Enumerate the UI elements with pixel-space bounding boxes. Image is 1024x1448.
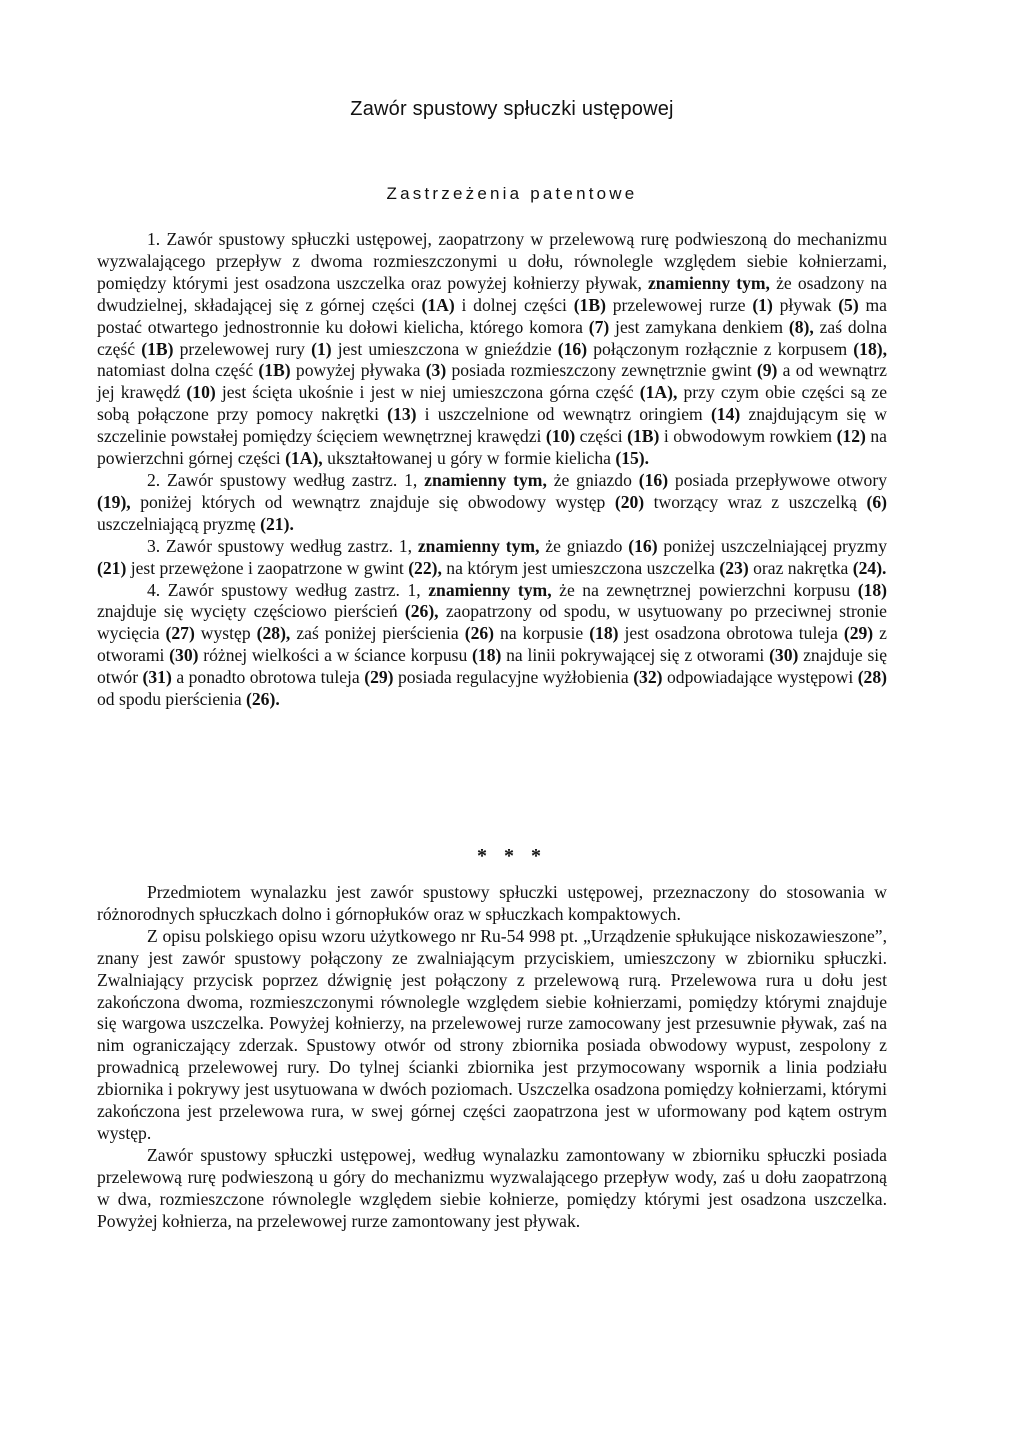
claim-text-segment: znajduje się otwór <box>97 645 887 688</box>
claim-bold-segment: (19), <box>97 491 131 512</box>
claim-text-segment: 4. Zawór spustowy według zastrz. 1, <box>147 579 429 600</box>
claim-text-segment: od spodu pierścienia <box>97 689 247 710</box>
claim-text-segment: przelewowej rurze <box>605 294 753 315</box>
claim-bold-segment: (15). <box>615 448 650 469</box>
claim-1 <box>97 229 887 470</box>
claim-text-segment: 1. Zawór spustowy spłuczki ustępowej, zaopatrzony w przelewową rurę podwieszoną do mechanizmu wyzwalającego przepływ z dwoma rozmieszczonymi u dołu, równolegle względem siebie kołnierzami, pomiędzy którymi jest osadzona uszczelka oraz powyżej kołnierzy pływak, <box>97 229 887 293</box>
claim-text-segment: na korpusie <box>494 623 590 644</box>
claim-bold-segment: (18) <box>472 645 502 666</box>
claim-4 <box>97 580 887 711</box>
claim-bold-segment: (1B) <box>141 338 174 359</box>
claim-text-segment: połączonym rozłącznie z korpusem <box>587 338 854 359</box>
claim-text-segment: posiada przepływowe otwory <box>668 469 888 490</box>
claim-bold-segment: (9) <box>756 360 778 381</box>
section-heading: Zastrzeżenia patentowe <box>386 184 638 203</box>
claim-bold-segment: (7) <box>588 316 610 337</box>
claim-text-segment: na którym jest umieszczona uszczelka <box>441 557 720 578</box>
claim-bold-segment: (18) <box>857 579 887 600</box>
claim-text-segment: części <box>575 426 628 447</box>
claim-bold-segment: (1A) <box>421 294 455 315</box>
claim-text-segment: znajdującym się w szczelinie powstałej pomiędzy ścięciem wewnętrznej krawędzi <box>97 404 887 447</box>
claim-bold-segment: (14) <box>710 404 741 425</box>
claim-bold-segment: (3) <box>425 360 447 381</box>
claim-bold-segment: (20) <box>614 491 645 512</box>
claim-bold-segment: (1A), <box>639 382 678 403</box>
claim-bold-segment: znamienny tym, <box>648 272 770 293</box>
claim-text-segment: przy czym obie części są ze sobą połączone przy pomocy nakrętki <box>97 382 888 425</box>
claim-text-segment: że na zewnętrznej powierzchni korpusu <box>551 579 858 600</box>
claim-bold-segment: (1B) <box>627 426 660 447</box>
claim-bold-segment: (31) <box>142 667 172 688</box>
description-paragraph: Z opisu polskiego opisu wzoru użytkowego nr Ru-54 998 pt. „Urządzenie spłukujące niskozawieszone”, znany jest zawór spustowy połączony ze zwalniającym przyciskiem, umieszczony w zbiorniku spłuczki. Zwalniający przycisk poprzez dźwignię jest połączony z przelewową rurą. Przelewowa rura u dołu jest zakończona dwoma, rozmieszczonymi równolegle względem siebie kołnierzami, pomiędzy którymi znajduje się wargowa uszczelka. Powyżej kołnierzy, na przelewowej rurze zamocowany jest przesuwnie pływak, zaś na nim ograniczający zderzak. Spustowy otwór od strony zbiornika posiada obwodowy wypust, zespolony z prowadnicą przelewowej rury. Do tylnej ścianki zbiornika jest przymocowany wspornik a linia podziału zbiornika i pokrywy jest usytuowana w dwóch poziomach. Uszczelka osadzona pomiędzy kołnierzami, którymi zakończona jest przelewowa rura, w swej górnej części zaopatrzona jest w uformowany pod kątem ostrym występ. <box>97 925 887 1143</box>
claim-bold-segment: (1B) <box>258 360 291 381</box>
claim-text-segment: 2. Zawór spustowy według zastrz. 1, <box>147 469 425 490</box>
claim-text-segment: jest osadzona obrotowa tuleja <box>618 623 844 644</box>
claim-bold-segment: (26) <box>464 623 495 644</box>
claim-bold-segment: (1) <box>311 338 332 359</box>
claim-bold-segment: (26), <box>404 601 439 622</box>
claim-bold-segment: (18) <box>589 623 619 644</box>
claim-text-segment: i obwodowym rowkiem <box>659 426 837 447</box>
claim-bold-segment: (1A), <box>285 448 323 469</box>
claim-bold-segment: (21). <box>260 513 294 534</box>
claim-text-segment: poniżej uszczelniającej pryzmy <box>657 535 887 556</box>
claim-bold-segment: (21) <box>97 557 127 578</box>
claim-text-segment: poniżej których od wewnątrz znajduje się obwodowy występ <box>130 491 615 512</box>
claim-bold-segment: znamienny tym, <box>417 535 540 556</box>
claim-text-segment: ukształtowanej u góry w formie kielicha <box>322 448 616 469</box>
claim-bold-segment: (28), <box>256 623 291 644</box>
claim-text-segment: na linii pokrywającej się z otworami <box>501 645 770 666</box>
claim-bold-segment: (29) <box>843 623 874 644</box>
claim-text-segment: natomiast dolna część <box>97 360 259 381</box>
claim-bold-segment: (27) <box>165 623 195 644</box>
claim-text-segment: odpowiadające występowi <box>662 667 858 688</box>
claim-text-segment: jest ścięta ukośnie i jest w niej umieszczona górna część <box>215 382 640 403</box>
claim-bold-segment: (30) <box>169 645 199 666</box>
claim-bold-segment: (13) <box>387 404 417 425</box>
claim-bold-segment: (22), <box>408 557 442 578</box>
claim-bold-segment: (30) <box>769 645 799 666</box>
claim-text-segment: na powierzchni górnej części <box>97 426 887 469</box>
claim-bold-segment: (10) <box>545 426 576 447</box>
claim-text-segment: jest przewężone i zaopatrzone w gwint <box>126 557 409 578</box>
claim-text-segment: oraz nakrętka <box>748 557 853 578</box>
claim-text-segment: 3. Zawór spustowy według zastrz. 1, <box>147 535 418 556</box>
claim-text-segment: przelewowej rury <box>173 338 312 359</box>
claim-3 <box>97 536 887 580</box>
claim-text-segment: zaś dolna część <box>97 316 888 359</box>
claim-text-segment: zaopatrzony od spodu, w usytuowany po przeciwnej stronie wycięcia <box>97 601 887 644</box>
claim-text-segment: a ponadto obrotowa tuleja <box>171 667 365 688</box>
document-title: Zawór spustowy spłuczki ustępowej <box>350 98 674 120</box>
claim-text-segment: powyżej pływaka <box>290 360 426 381</box>
claim-bold-segment: (29) <box>364 667 394 688</box>
claims-section <box>97 229 887 711</box>
claim-text-segment: występ <box>194 623 257 644</box>
claim-bold-segment: (1) <box>752 294 773 315</box>
claim-bold-segment: (10) <box>186 382 216 403</box>
claim-text-segment: zaś poniżej pierścienia <box>290 623 465 644</box>
claim-bold-segment: (16) <box>638 469 669 490</box>
claim-bold-segment: (16) <box>557 338 588 359</box>
claim-text-segment: tworzący wraz z uszczelką <box>644 491 867 512</box>
claim-bold-segment: (23) <box>719 557 749 578</box>
description-paragraph: Przedmiotem wynalazku jest zawór spustowy spłuczki ustępowej, przeznaczony do stosowania w różnorodnych spłuczkach dolno i górnopłuków oraz w spłuczkach kompaktowych. <box>97 882 887 924</box>
claim-text-segment: posiada rozmieszczony zewnętrznie gwint <box>446 360 757 381</box>
claim-bold-segment: (16) <box>628 535 658 556</box>
claim-text-segment: że gniazdo <box>546 469 639 490</box>
claim-text-segment: i uszczelnione od wewnątrz oringiem <box>416 404 711 425</box>
claim-text-segment: uszczelniającą pryzmę <box>97 513 261 534</box>
description-paragraph: Zawór spustowy spłuczki ustępowej, według wynalazku zamontowany w zbiorniku spłuczki posiada przelewową rurę podwieszoną u góry do mechanizmu wyzwalającego przepływ wody, zaś u dołu zaopatrzoną w dwa, rozmieszczone równolegle względem siebie kołnierze, pomiędzy którymi jest osadzona uszczelka. Powyżej kołnierza, na przelewowej rurze zamontowany jest pływak. <box>97 1144 887 1231</box>
claim-bold-segment: (5) <box>838 294 859 315</box>
claim-text-segment: z otworami <box>97 623 887 666</box>
section-separator: * * * <box>477 845 547 867</box>
claim-text-segment: różnej wielkości a w ściance korpusu <box>198 645 473 666</box>
claim-bold-segment: (6) <box>866 491 887 512</box>
claim-bold-segment: znamienny tym, <box>428 579 552 600</box>
claim-bold-segment: (12) <box>836 426 866 447</box>
claim-text-segment: że gniazdo <box>539 535 629 556</box>
claim-bold-segment: (24). <box>852 557 887 578</box>
claim-bold-segment: (1B) <box>573 294 606 315</box>
claim-text-segment: jest umieszczona w gnieździe <box>331 338 558 359</box>
description-section <box>97 882 887 1233</box>
claim-text-segment: a od wewnątrz jej krawędź <box>97 360 887 403</box>
claim-text-segment: znajduje się wycięty częściowo pierścień <box>97 601 405 622</box>
claim-bold-segment: (32) <box>633 667 663 688</box>
claim-bold-segment: (8), <box>788 316 814 337</box>
claim-bold-segment: (18), <box>853 338 888 359</box>
claim-text-segment: posiada regulacyjne wyżłobienia <box>393 667 634 688</box>
claim-text-segment: i dolnej części <box>454 294 574 315</box>
claim-text-segment: pływak <box>772 294 839 315</box>
claim-text-segment: że osadzony na dwudzielnej, składającej się z górnej części <box>97 272 888 315</box>
claim-bold-segment: (26). <box>246 689 280 710</box>
claim-text-segment: jest zamykana denkiem <box>609 316 789 337</box>
claim-text-segment: ma postać otwartego jednostronnie ku dołowi kielicha, którego komora <box>97 294 887 337</box>
claim-2 <box>97 470 887 536</box>
claim-bold-segment: znamienny tym, <box>424 469 547 490</box>
claim-bold-segment: (28) <box>857 667 887 688</box>
